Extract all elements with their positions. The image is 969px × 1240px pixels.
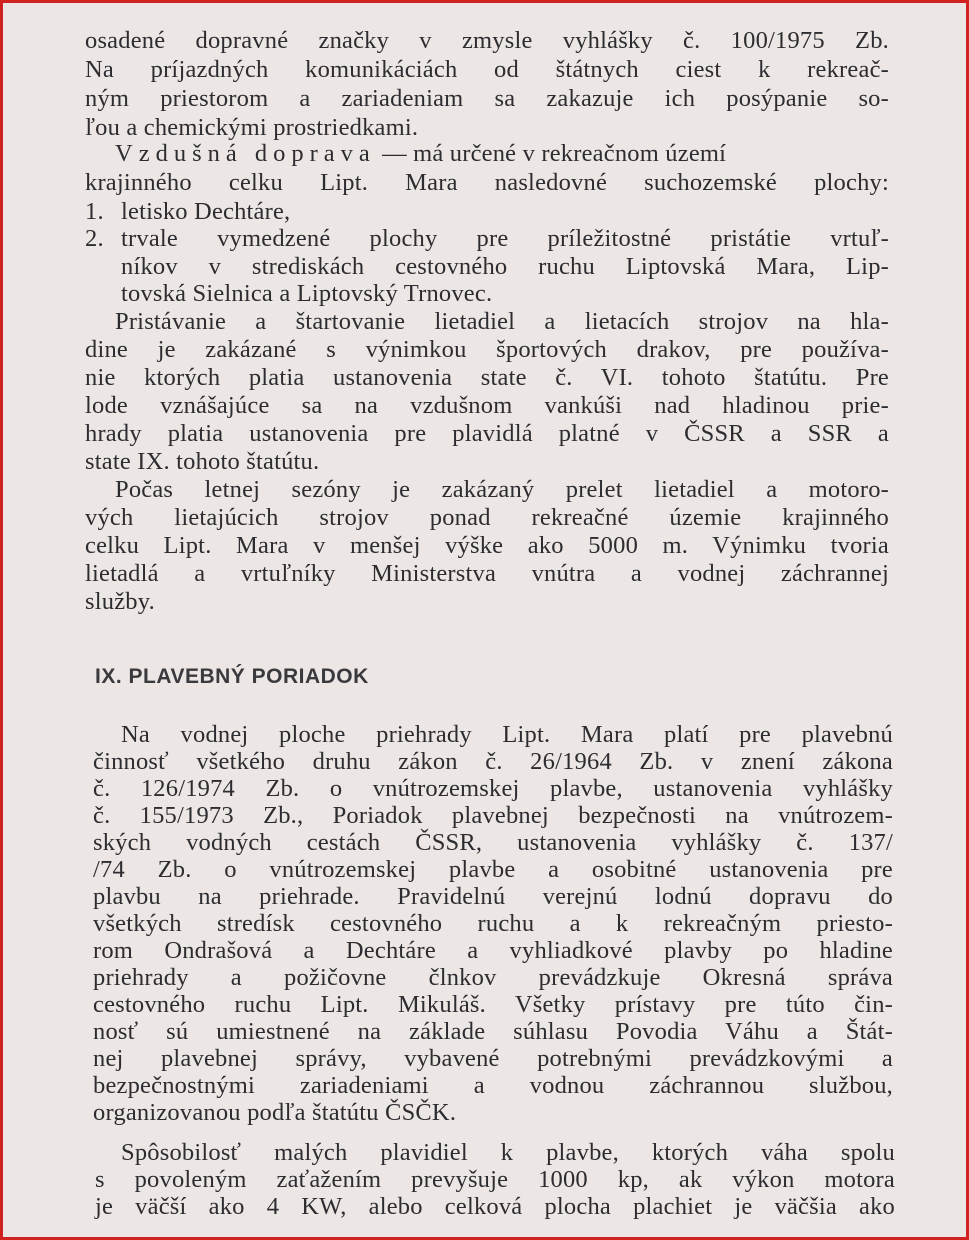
text-line: celku Lipt. Mara v menšej výške ako 5000 m. Výnimku tvoria [85, 532, 889, 559]
text-line: krajinného celku Lipt. Mara nasledovné suchozemské plochy: [85, 169, 889, 196]
text-line: rom Ondrašová a Dechtáre a vyhliadkové plavby po hladine [93, 937, 893, 964]
text-line: Spôsobilosť malých plavidiel k plavbe, ktorých váha spolu [121, 1139, 895, 1166]
text-line: s povoleným zaťažením prevyšuje 1000 kp, ak výkon motora [95, 1166, 895, 1193]
text-line: Na príjazdných komunikáciách od štátnych ciest k rekreač- [85, 56, 889, 83]
list-item [85, 225, 121, 253]
text-line: služby. [85, 588, 155, 615]
list-number: 2. [85, 225, 104, 252]
text-line: plavbu na priehrade. Pravidelnú verejnú lodnú dopravu do [93, 883, 893, 910]
text-line: lietadlá a vrtuľníky Ministerstva vnútra a vodnej záchrannej [85, 560, 889, 587]
text-line: lode vznášajúce sa na vzdušnom vankúši nad hladinou prie- [85, 392, 889, 419]
text-line: ľou a chemickými prostriedkami. [85, 114, 419, 141]
text-line: hrady platia ustanovenia pre plavidlá platné v ČSSR a SSR a [85, 420, 889, 447]
text-line: /74 Zb. o vnútrozemskej plavbe a osobitné ustanovenia pre [93, 856, 893, 883]
text-line: vých lietajúcich strojov ponad rekreačné územie krajinného [85, 504, 889, 531]
text-fragment: — má určené v rekreačnom území [375, 140, 727, 167]
text-line: činnosť všetkého druhu zákon č. 26/1964 Zb. v znení zákona [93, 748, 893, 775]
section-heading: IX. PLAVEBNÝ PORIADOK [95, 665, 369, 688]
text-line: priehrady a požičovne člnkov prevádzkuje Okresná správa [93, 964, 893, 991]
text-line: organizovanou podľa štatútu ČSČK. [93, 1099, 457, 1126]
list-text: níkov v strediskách cestovného ruchu Liptovská Mara, Lip- [121, 253, 889, 280]
text-line: nej plavebnej správy, vybavené potrebnými prevádzkovými a [93, 1045, 893, 1072]
text-line: state IX. tohoto štatútu. [85, 448, 320, 475]
list-text: trvale vymedzené plochy pre príležitostné pristátie vrtuľ- [121, 225, 889, 252]
document-page [3, 3, 966, 1237]
text-line: č. 155/1973 Zb., Poriadok plavebnej bezpečnosti na vnútrozem- [93, 802, 893, 829]
list-text: letisko Dechtáre, [121, 198, 291, 225]
list-text: tovská Sielnica a Liptovský Trnovec. [121, 280, 493, 307]
text-line: ným priestorom a zariadeniam sa zakazuje ich posýpanie so- [85, 85, 889, 112]
text-line: bezpečnostnými zariadeniami a vodnou záchrannou službou, [93, 1072, 893, 1099]
text-line: nie ktorých platia ustanovenia state č. VI. tohoto štatútu. Pre [85, 364, 889, 391]
text-line: nosť sú umiestnené na základe súhlasu Povodia Váhu a Štát- [93, 1018, 893, 1045]
list-item [85, 198, 290, 226]
text-line [115, 140, 726, 168]
text-line: Pristávanie a štartovanie lietadiel a lietacích strojov na hla- [115, 308, 889, 335]
text-line: je väčší ako 4 KW, alebo celková plocha plachiet je väčšia ako [95, 1193, 895, 1220]
text-line: ských vodných cestách ČSSR, ustanovenia vyhlášky č. 137/ [93, 829, 893, 856]
text-line: osadené dopravné značky v zmysle vyhlášky č. 100/1975 Zb. [85, 27, 889, 54]
text-line: Na vodnej ploche priehrady Lipt. Mara platí pre plavebnú [121, 721, 893, 748]
section-label-air-transport: Vzdušná doprava [115, 140, 376, 167]
text-line: Počas letnej sezóny je zakázaný prelet lietadiel a motoro- [115, 476, 889, 503]
text-line: č. 126/1974 Zb. o vnútrozemskej plavbe, ustanovenia vyhlášky [93, 775, 893, 802]
list-number: 1. [85, 198, 104, 225]
text-line: cestovného ruchu Lipt. Mikuláš. Všetky prístavy pre túto čin- [93, 991, 893, 1018]
text-line: všetkých stredísk cestovného ruchu a k rekreačným priesto- [93, 910, 893, 937]
text-line: dine je zakázané s výnimkou športových drakov, pre používa- [85, 336, 889, 363]
